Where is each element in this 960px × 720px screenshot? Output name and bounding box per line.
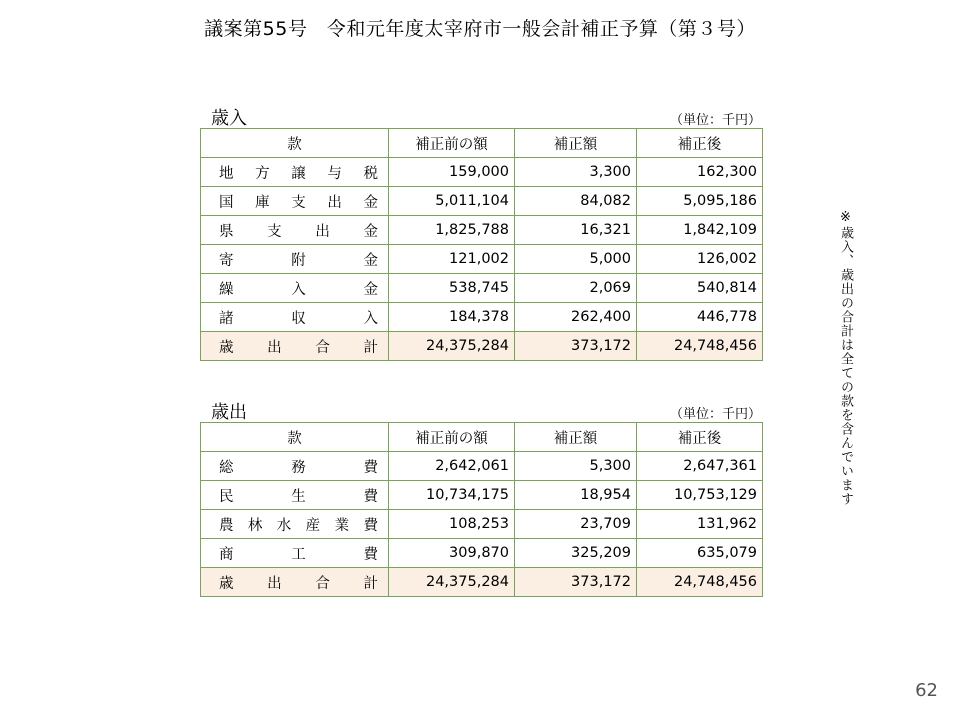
amount-before-cell: 24,375,284 xyxy=(389,568,515,597)
table-header-row xyxy=(201,129,763,158)
amount-after-cell: 2,647,361 xyxy=(637,452,763,481)
amount-after-cell: 10,753,129 xyxy=(637,481,763,510)
amount-after-cell: 1,842,109 xyxy=(637,216,763,245)
table-row xyxy=(201,481,763,510)
adjustment-cell: 23,709 xyxy=(515,510,637,539)
amount-before-cell: 5,011,104 xyxy=(389,187,515,216)
amount-before-cell: 1,825,788 xyxy=(389,216,515,245)
amount-before-cell: 159,000 xyxy=(389,158,515,187)
amount-after-cell: 540,814 xyxy=(637,274,763,303)
amount-before-cell: 538,745 xyxy=(389,274,515,303)
category-cell: 国 庫 支 出 金 xyxy=(201,187,389,216)
category-cell: 農 林 水 産 業 費 xyxy=(201,510,389,539)
adjustment-cell: 5,300 xyxy=(515,452,637,481)
amount-before-cell: 2,642,061 xyxy=(389,452,515,481)
adjustment-cell: 373,172 xyxy=(515,332,637,361)
column-header: 補正後 xyxy=(637,423,763,452)
table-row xyxy=(201,452,763,481)
table-row xyxy=(201,539,763,568)
column-header: 款 xyxy=(201,423,389,452)
column-header: 補正額 xyxy=(515,129,637,158)
amount-before-cell: 24,375,284 xyxy=(389,332,515,361)
total-row xyxy=(201,332,763,361)
table-row xyxy=(201,216,763,245)
amount-after-cell: 162,300 xyxy=(637,158,763,187)
revenue-unit-label: （単位：千円） xyxy=(670,113,762,128)
table-header-row xyxy=(201,423,763,452)
category-cell: 寄 附 金 xyxy=(201,245,389,274)
table-row xyxy=(201,245,763,274)
adjustment-cell: 16,321 xyxy=(515,216,637,245)
category-cell: 諸 収 入 xyxy=(201,303,389,332)
category-cell: 地 方 譲 与 税 xyxy=(201,158,389,187)
column-header: 補正額 xyxy=(515,423,637,452)
adjustment-cell: 373,172 xyxy=(515,568,637,597)
amount-after-cell: 446,778 xyxy=(637,303,763,332)
adjustment-cell: 18,954 xyxy=(515,481,637,510)
column-header: 款 xyxy=(201,129,389,158)
adjustment-cell: 325,209 xyxy=(515,539,637,568)
category-cell: 民 生 費 xyxy=(201,481,389,510)
revenue-table xyxy=(200,128,763,361)
amount-after-cell: 131,962 xyxy=(637,510,763,539)
table-row xyxy=(201,303,763,332)
vertical-note: ※歳入、歳出の合計は全ての款を含んでいます xyxy=(838,210,853,506)
category-cell: 歳 出 合 計 xyxy=(201,568,389,597)
total-row xyxy=(201,568,763,597)
amount-before-cell: 10,734,175 xyxy=(389,481,515,510)
adjustment-cell: 5,000 xyxy=(515,245,637,274)
category-cell: 総 務 費 xyxy=(201,452,389,481)
amount-after-cell: 126,002 xyxy=(637,245,763,274)
amount-before-cell: 121,002 xyxy=(389,245,515,274)
amount-before-cell: 184,378 xyxy=(389,303,515,332)
table-row xyxy=(201,274,763,303)
adjustment-cell: 84,082 xyxy=(515,187,637,216)
adjustment-cell: 262,400 xyxy=(515,303,637,332)
expenditure-unit-label: （単位：千円） xyxy=(670,407,762,422)
amount-after-cell: 5,095,186 xyxy=(637,187,763,216)
expenditure-table xyxy=(200,422,763,597)
category-cell: 商 工 費 xyxy=(201,539,389,568)
page-number: 62 xyxy=(915,680,938,701)
column-header: 補正前の額 xyxy=(389,129,515,158)
adjustment-cell: 3,300 xyxy=(515,158,637,187)
column-header: 補正前の額 xyxy=(389,423,515,452)
expenditure-label: 歳出 xyxy=(211,402,247,423)
adjustment-cell: 2,069 xyxy=(515,274,637,303)
table-row xyxy=(201,187,763,216)
slide-title: 議案第55号 令和元年度太宰府市一般会計補正予算（第３号） xyxy=(204,18,756,40)
amount-before-cell: 108,253 xyxy=(389,510,515,539)
table-row xyxy=(201,158,763,187)
amount-after-cell: 24,748,456 xyxy=(637,332,763,361)
category-cell: 繰 入 金 xyxy=(201,274,389,303)
category-cell: 歳 出 合 計 xyxy=(201,332,389,361)
amount-before-cell: 309,870 xyxy=(389,539,515,568)
column-header: 補正後 xyxy=(637,129,763,158)
amount-after-cell: 24,748,456 xyxy=(637,568,763,597)
revenue-label: 歳入 xyxy=(211,108,247,129)
table-row xyxy=(201,510,763,539)
category-cell: 県 支 出 金 xyxy=(201,216,389,245)
amount-after-cell: 635,079 xyxy=(637,539,763,568)
